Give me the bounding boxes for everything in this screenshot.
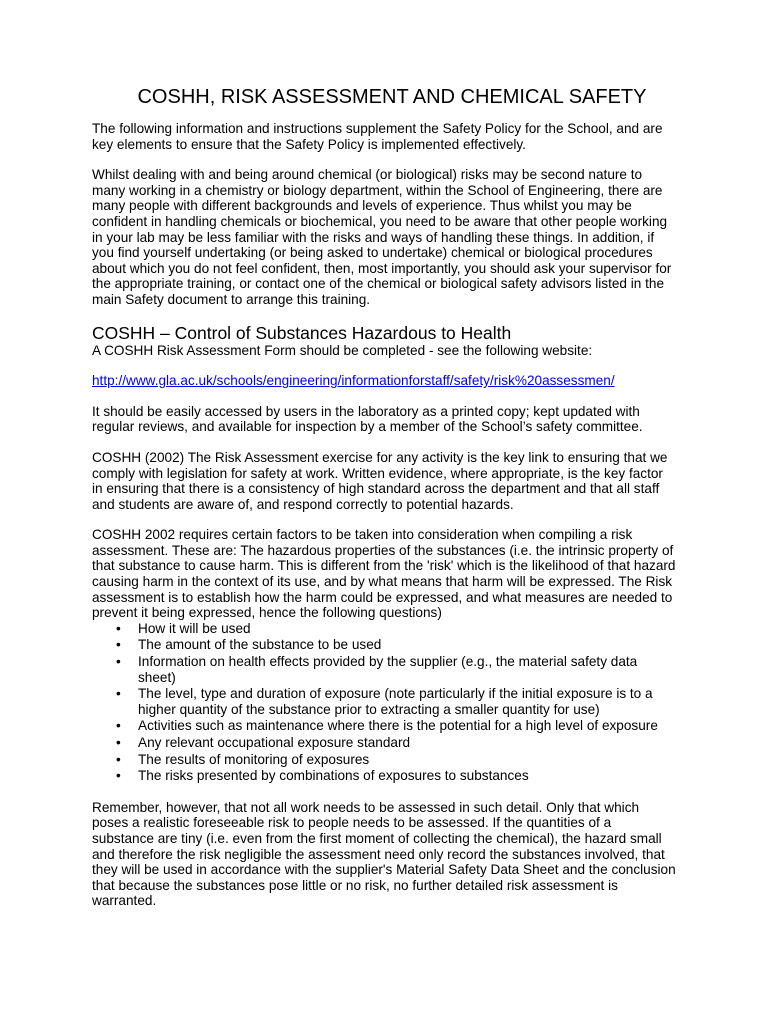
section-heading-coshh: COSHH – Control of Substances Hazardous to Health [92,322,512,343]
list-item: • The risks presented by combinations of exposures to substances [138,768,676,784]
list-item: • The results of monitoring of exposures [138,752,676,768]
coshh-2002-paragraph: COSHH (2002) The Risk Assessment exercise for any activity is the key link to ensuring that we comply with legislation for safety at work. Written evidence, where appropriate, is the key factor in ensuring that there is a consistency of high standard across the department and that all staff and students are aware of, and respond correctly to potential hazards. [92,449,668,512]
remember-paragraph: Remember, however, that not all work needs to be assessed in such detail. Only that which poses a realistic foreseeable risk to people needs to be assessed. If the quantities of a substance are tiny (i.e. even from the first moment of collecting the chemical), the hazard small and therefore the risk negligible the assessment need only record the substances involved, that they will be used in accordance with the supplier's Material Safety Data Sheet and the conclusion that because the substances pose little or no risk, no further detailed risk assessment is warranted. [92,799,676,909]
form-note-paragraph: A COSHH Risk Assessment Form should be completed - see the following website: [92,342,593,358]
factors-bullet-list [92,621,676,784]
link-paragraph [92,373,676,389]
list-item: • The level, type and duration of exposure (note particularly if the initial exposure is to a higher quantity of the substance prior to extracting a smaller quantity for use) [138,686,676,717]
page-title: COSHH, RISK ASSESSMENT AND CHEMICAL SAFETY [137,86,647,108]
list-item: • How it will be used [138,621,676,637]
list-item: • The amount of the substance to be used [138,637,676,653]
factors-paragraph: COSHH 2002 requires certain factors to be taken into consideration when compiling a risk assessment. These are: The hazardous properties of the substances (i.e. the intrinsic property of that substance to cause harm. This is different from the 'risk' which is the likelihood of that hazard causing harm in the context of its use, and by what means that harm will be expressed. The Risk assessment is to establish how the harm could be expressed, and what measures are needed to prevent it being expressed, hence the following questions) [92,527,676,621]
list-item: • Information on health effects provided by the supplier (e.g., the material safety data sheet) [138,654,676,685]
list-item: • Activities such as maintenance where there is the potential for a high level of exposure [138,718,676,734]
list-item: • Any relevant occupational exposure standard [138,735,676,751]
experience-paragraph: Whilst dealing with and being around chemical (or biological) risks may be second nature to many working in a chemistry or biology department, within the School of Engineering, there are many people with different backgrounds and levels of experience. Thus whilst you may be confident in handling chemicals or biochemical, you need to be aware that other people working in your lab may be less familiar with the risks and ways of handling these things. In addition, if you find yourself undertaking (or being asked to undertake) chemical or biological procedures about which you do not feel confident, then, most importantly, you should ask your supervisor for the appropriate training, or contact one of the chemical or biological safety advisors listed in the main Safety document to arrange this training. [92,167,672,307]
risk-assessment-link[interactable]: http://www.gla.ac.uk/schools/engineering/informationforstaff/safety/risk%20assessmen/ [92,373,615,389]
access-paragraph: It should be easily accessed by users in the laboratory as a printed copy; kept updated with regular reviews, and available for inspection by a member of the School’s safety committee. [92,403,643,435]
intro-paragraph: The following information and instructions supplement the Safety Policy for the School, and are key elements to ensure that the Safety Policy is implemented effectively. [92,121,663,152]
